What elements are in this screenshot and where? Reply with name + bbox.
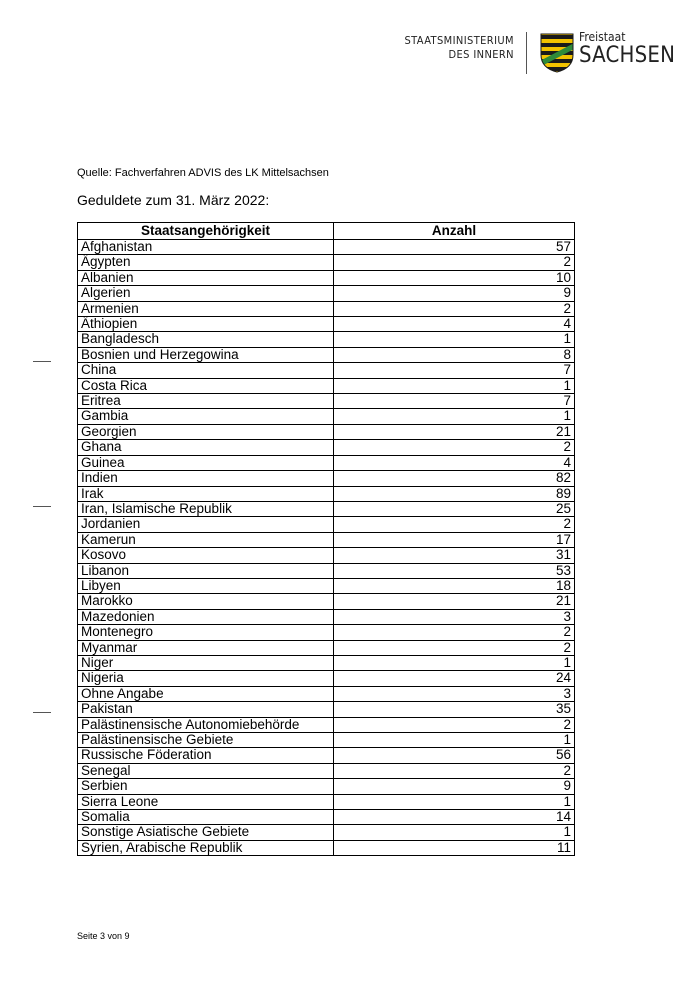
nationality-cell: Iran, Islamische Republik — [78, 501, 334, 516]
nationality-cell: Somalia — [78, 810, 334, 825]
table-row — [78, 594, 575, 609]
count-cell: 4 — [334, 317, 575, 332]
table-row — [78, 332, 575, 347]
nationality-cell: Montenegro — [78, 625, 334, 640]
table-row — [78, 671, 575, 686]
table-row — [78, 825, 575, 840]
nationality-cell: Sierra Leone — [78, 794, 334, 809]
nationality-cell: Jordanien — [78, 517, 334, 532]
count-cell: 9 — [334, 779, 575, 794]
table-row — [78, 424, 575, 439]
header-divider — [526, 32, 527, 74]
nationality-cell: Palästinensische Gebiete — [78, 733, 334, 748]
nationality-cell: Bangladesch — [78, 332, 334, 347]
count-cell: 8 — [334, 347, 575, 362]
nationality-cell: Niger — [78, 655, 334, 670]
nationality-cell: Georgien — [78, 424, 334, 439]
count-cell: 82 — [334, 471, 575, 486]
count-cell: 3 — [334, 609, 575, 624]
table-row — [78, 440, 575, 455]
count-cell: 11 — [334, 840, 575, 855]
nationality-cell: Kamerun — [78, 532, 334, 547]
nationality-cell: Pakistan — [78, 702, 334, 717]
count-cell: 21 — [334, 594, 575, 609]
count-cell: 14 — [334, 810, 575, 825]
ministry-line-1: STAATSMINISTERIUM — [404, 34, 514, 47]
table-row — [78, 240, 575, 255]
table-row — [78, 301, 575, 316]
table-row — [78, 702, 575, 717]
table-row — [78, 363, 575, 378]
count-cell: 9 — [334, 286, 575, 301]
table-row — [78, 625, 575, 640]
brand-big: SACHSEN — [579, 43, 676, 68]
table-row — [78, 655, 575, 670]
ministry-name — [404, 34, 514, 62]
table-row — [78, 563, 575, 578]
count-cell: 25 — [334, 501, 575, 516]
count-cell: 17 — [334, 532, 575, 547]
table-body — [78, 240, 575, 856]
nationality-cell: Libyen — [78, 578, 334, 593]
count-cell: 4 — [334, 455, 575, 470]
table-row — [78, 455, 575, 470]
source-note: Quelle: Fachverfahren ADVIS des LK Mittelsachsen — [77, 167, 329, 179]
nationality-cell: Albanien — [78, 270, 334, 285]
table-row — [78, 317, 575, 332]
table-row — [78, 517, 575, 532]
table-header-row — [78, 223, 575, 240]
nationality-cell: Algerien — [78, 286, 334, 301]
nationality-cell: Ohne Angabe — [78, 686, 334, 701]
count-cell: 2 — [334, 301, 575, 316]
count-cell: 2 — [334, 255, 575, 270]
table-row — [78, 717, 575, 732]
nationality-cell: Guinea — [78, 455, 334, 470]
table-row — [78, 779, 575, 794]
margin-mark — [33, 506, 51, 507]
ministry-line-2: DES INNERN — [448, 48, 514, 61]
nationality-cell: Serbien — [78, 779, 334, 794]
nationality-cell: Mazedonien — [78, 609, 334, 624]
count-cell: 57 — [334, 240, 575, 255]
table-row — [78, 255, 575, 270]
count-cell: 35 — [334, 702, 575, 717]
count-cell: 1 — [334, 794, 575, 809]
count-cell: 2 — [334, 517, 575, 532]
table-row — [78, 548, 575, 563]
count-cell: 1 — [334, 825, 575, 840]
margin-mark — [33, 361, 51, 362]
count-cell: 21 — [334, 424, 575, 439]
nationality-cell: Kosovo — [78, 548, 334, 563]
table-row — [78, 794, 575, 809]
table-row — [78, 578, 575, 593]
nationality-cell: Bosnien und Herzegowina — [78, 347, 334, 362]
table-row — [78, 409, 575, 424]
count-cell: 10 — [334, 270, 575, 285]
nationality-cell: Syrien, Arabische Republik — [78, 840, 334, 855]
count-cell: 53 — [334, 563, 575, 578]
state-brand — [579, 30, 675, 68]
brand-small: Freistaat — [579, 30, 626, 44]
count-cell: 2 — [334, 763, 575, 778]
table-row — [78, 840, 575, 855]
count-cell: 2 — [334, 717, 575, 732]
nationality-cell: Libanon — [78, 563, 334, 578]
nationality-cell: Armenien — [78, 301, 334, 316]
table-row — [78, 501, 575, 516]
nationality-cell: Ägypten — [78, 255, 334, 270]
count-cell: 7 — [334, 363, 575, 378]
table-row — [78, 609, 575, 624]
count-cell: 1 — [334, 378, 575, 393]
nationality-cell: Marokko — [78, 594, 334, 609]
table-row — [78, 347, 575, 362]
column-header-nationality: Staatsangehörigkeit — [78, 223, 334, 240]
count-cell: 89 — [334, 486, 575, 501]
table-row — [78, 686, 575, 701]
table-row — [78, 270, 575, 285]
count-cell: 56 — [334, 748, 575, 763]
nationality-cell: Russische Föderation — [78, 748, 334, 763]
table-row — [78, 748, 575, 763]
table-row — [78, 394, 575, 409]
table-row — [78, 286, 575, 301]
nationality-cell: Nigeria — [78, 671, 334, 686]
table-row — [78, 810, 575, 825]
count-cell: 1 — [334, 332, 575, 347]
nationality-cell: Eritrea — [78, 394, 334, 409]
count-cell: 2 — [334, 640, 575, 655]
nationality-cell: Sonstige Asiatische Gebiete — [78, 825, 334, 840]
count-cell: 24 — [334, 671, 575, 686]
table-row — [78, 763, 575, 778]
table-row — [78, 532, 575, 547]
count-cell: 2 — [334, 440, 575, 455]
nationality-cell: China — [78, 363, 334, 378]
count-cell: 2 — [334, 625, 575, 640]
nationality-cell: Senegal — [78, 763, 334, 778]
table-row — [78, 486, 575, 501]
count-cell: 31 — [334, 548, 575, 563]
nationality-cell: Äthiopien — [78, 317, 334, 332]
nationality-cell: Palästinensische Autonomiebehörde — [78, 717, 334, 732]
count-cell: 18 — [334, 578, 575, 593]
saxony-coat-of-arms-icon — [540, 33, 574, 73]
nationality-table-container — [77, 222, 574, 856]
table-row — [78, 640, 575, 655]
table-row — [78, 471, 575, 486]
page-number: Seite 3 von 9 — [77, 931, 130, 941]
table-row — [78, 378, 575, 393]
nationality-cell: Ghana — [78, 440, 334, 455]
nationality-cell: Indien — [78, 471, 334, 486]
document-subtitle: Geduldete zum 31. März 2022: — [77, 192, 270, 208]
nationality-cell: Myanmar — [78, 640, 334, 655]
count-cell: 3 — [334, 686, 575, 701]
nationality-cell: Costa Rica — [78, 378, 334, 393]
nationality-cell: Gambia — [78, 409, 334, 424]
count-cell: 1 — [334, 409, 575, 424]
nationality-cell: Irak — [78, 486, 334, 501]
count-cell: 1 — [334, 733, 575, 748]
table-row — [78, 733, 575, 748]
column-header-count: Anzahl — [334, 223, 575, 240]
nationality-cell: Afghanistan — [78, 240, 334, 255]
count-cell: 7 — [334, 394, 575, 409]
margin-mark — [33, 712, 51, 713]
count-cell: 1 — [334, 655, 575, 670]
nationality-table — [77, 222, 575, 856]
